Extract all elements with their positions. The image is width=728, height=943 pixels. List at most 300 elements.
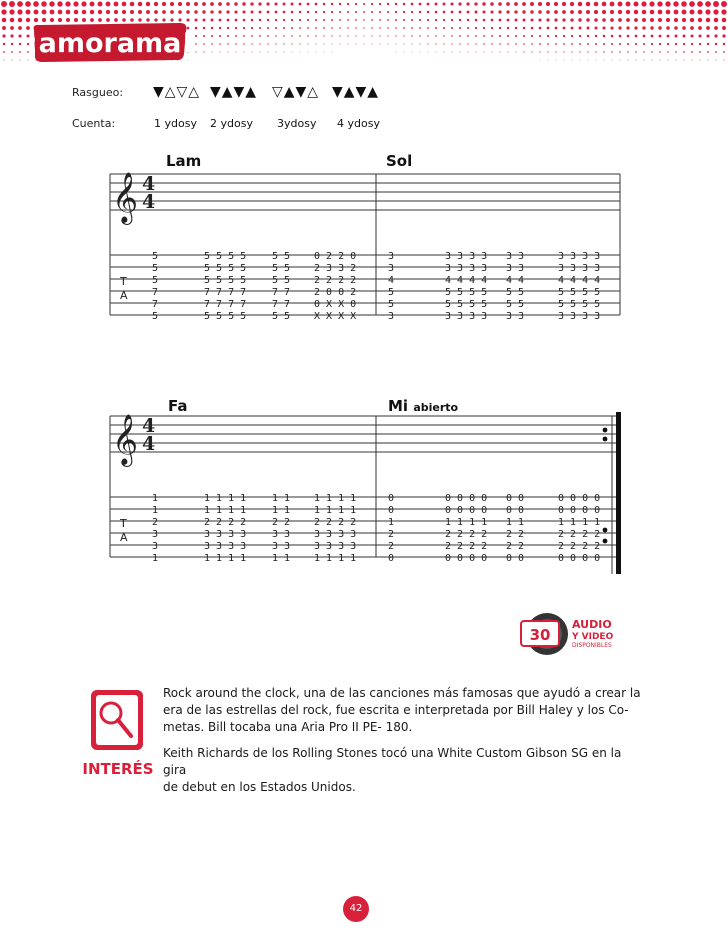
halftone-dot (363, 3, 365, 5)
halftone-dot (705, 1, 711, 7)
halftone-dot (595, 27, 598, 30)
halftone-dot (324, 52, 325, 53)
halftone-dot (626, 18, 630, 22)
halftone-dot (540, 60, 541, 61)
halftone-dot (380, 44, 381, 45)
tab-fret-left: 1 1 1 1 (204, 553, 247, 564)
halftone-dot (547, 51, 548, 52)
halftone-dot (459, 19, 461, 21)
halftone-dot (211, 35, 213, 37)
halftone-dot (563, 43, 565, 45)
halftone-dot (523, 51, 524, 52)
halftone-dot (651, 43, 653, 45)
halftone-dot (538, 18, 541, 21)
halftone-dot (315, 35, 316, 36)
tab-fret-right: 0 0 (506, 505, 525, 516)
halftone-dot (467, 19, 469, 21)
halftone-dot (547, 43, 549, 45)
halftone-dot (578, 18, 581, 21)
halftone-dot (347, 19, 349, 21)
count-1: 1 ydosy (154, 117, 197, 130)
halftone-dot (723, 51, 725, 53)
halftone-dot (266, 2, 269, 5)
halftone-dot (666, 26, 670, 30)
staff-system-2 (100, 402, 630, 591)
tab-fret-right: 5 (388, 287, 395, 298)
halftone-dot (435, 27, 437, 29)
halftone-dot (522, 2, 526, 6)
halftone-dot (474, 2, 477, 5)
halftone-dot (162, 2, 166, 6)
tab-label-a: A (120, 531, 128, 544)
halftone-dot (666, 10, 671, 15)
halftone-dot (618, 26, 621, 29)
halftone-dot (610, 10, 614, 14)
halftone-dot (483, 19, 486, 22)
halftone-dot (315, 19, 317, 21)
halftone-dot (697, 9, 702, 14)
halftone-dot (689, 1, 695, 7)
halftone-dot (307, 3, 310, 6)
halftone-dot (651, 35, 654, 38)
halftone-dot (515, 35, 517, 37)
halftone-dot (643, 35, 646, 38)
halftone-dot (17, 1, 23, 7)
halftone-dot (259, 19, 261, 21)
chord-suffix: abierto (413, 401, 459, 414)
halftone-dot (683, 35, 686, 38)
badge-number: 30 (529, 626, 551, 644)
tab-fret-right: 2 2 (506, 529, 525, 540)
halftone-dot (475, 43, 476, 44)
strum-group-2: ▼▲▼▲ (210, 84, 258, 100)
halftone-dot (675, 43, 677, 45)
magnifier-icon (82, 688, 154, 780)
halftone-dot (636, 60, 637, 61)
halftone-dot (603, 35, 606, 38)
halftone-dot (466, 2, 469, 5)
halftone-dot (427, 35, 428, 36)
time-sig-top: 4 (142, 415, 156, 437)
tab-fret-right: 4 4 (506, 275, 525, 286)
halftone-dot (475, 11, 478, 14)
tab-fret-left: 7 (152, 299, 159, 310)
halftone-dot (650, 18, 654, 22)
halftone-dot (633, 1, 638, 6)
tab-fret-left: 5 (152, 251, 159, 262)
halftone-dot (267, 19, 269, 21)
interest-icon (82, 688, 154, 784)
halftone-dot (627, 43, 629, 45)
halftone-dot (715, 43, 717, 45)
halftone-dot (682, 18, 686, 22)
tab-fret-left: 7 7 (272, 299, 291, 310)
halftone-dot (235, 43, 236, 44)
halftone-dot (411, 43, 412, 44)
tab-fret-left: X X X X (314, 311, 357, 322)
halftone-dot (74, 10, 79, 15)
tab-fret-left: 5 5 (272, 263, 291, 274)
halftone-dot (210, 2, 214, 6)
halftone-dot (698, 34, 701, 37)
halftone-dot (563, 51, 564, 52)
halftone-dot (490, 10, 493, 13)
halftone-dot (673, 1, 678, 6)
halftone-dot (411, 27, 413, 29)
halftone-dot (195, 27, 198, 30)
halftone-dot (443, 11, 446, 14)
halftone-dot (186, 10, 190, 14)
halftone-dot (11, 51, 13, 53)
halftone-dot (138, 10, 142, 14)
halftone-dot (483, 43, 484, 44)
halftone-dot (170, 2, 174, 6)
tab-fret-right: 1 1 (506, 517, 525, 528)
halftone-dot (11, 43, 13, 45)
halftone-dot (452, 52, 453, 53)
halftone-dot (331, 19, 333, 21)
halftone-dot (355, 35, 356, 36)
halftone-dot (619, 35, 622, 38)
badge-line3: DISPONIBLES (572, 642, 612, 649)
halftone-dot (626, 10, 630, 14)
time-sig-top: 4 (142, 173, 156, 195)
halftone-dot (226, 2, 230, 6)
interest-label: INTERÉS (82, 760, 154, 778)
halftone-dot (499, 43, 500, 44)
halftone-dot (531, 27, 534, 30)
halftone-dot (219, 19, 222, 22)
halftone-dot (419, 35, 420, 36)
halftone-dot (554, 18, 557, 21)
halftone-dot (602, 18, 606, 22)
tab-fret-left: 3 3 3 3 (314, 541, 357, 552)
halftone-dot (491, 51, 492, 52)
logo (26, 20, 194, 64)
halftone-dot (258, 2, 261, 5)
halftone-dot (697, 1, 703, 7)
halftone-dot (339, 11, 341, 13)
halftone-dot (178, 2, 182, 6)
halftone-dot (195, 43, 197, 45)
halftone-dot (331, 27, 333, 29)
count-4: 4 ydosy (337, 117, 380, 130)
halftone-dot (523, 27, 525, 29)
paragraph-line: de debut en los Estados Unidos. (163, 780, 356, 794)
halftone-dot (371, 11, 373, 13)
halftone-dot (586, 18, 589, 21)
halftone-dot (66, 10, 71, 15)
halftone-dot (491, 43, 492, 44)
halftone-dot (194, 2, 198, 6)
halftone-dot (610, 2, 615, 7)
halftone-dot (242, 2, 245, 5)
halftone-dot (202, 2, 206, 6)
chord-label: Sol (386, 152, 413, 170)
halftone-dot (420, 52, 421, 53)
halftone-dot (657, 1, 662, 6)
halftone-dot (554, 2, 558, 6)
tab-fret-left: 0 2 2 0 (314, 251, 357, 262)
halftone-dot (219, 51, 220, 52)
halftone-dot (563, 35, 565, 37)
badge-line1: AUDIO (572, 618, 612, 631)
halftone-dot (681, 1, 687, 7)
strum-label: Rasgueo: (72, 86, 124, 99)
halftone-dot (363, 35, 364, 36)
halftone-dot (579, 43, 581, 45)
halftone-dot (587, 51, 588, 52)
halftone-dot (546, 10, 550, 14)
halftone-dot (307, 35, 308, 36)
tab-fret-right: 3 (388, 311, 395, 322)
halftone-dot (611, 43, 613, 45)
halftone-dot (323, 11, 325, 13)
halftone-dot (705, 9, 710, 14)
halftone-dot (546, 18, 549, 21)
halftone-dot (25, 9, 30, 14)
halftone-dot (122, 10, 126, 14)
halftone-dot (649, 1, 654, 6)
halftone-dot (299, 3, 302, 6)
halftone-dot (682, 10, 687, 15)
halftone-dot (9, 1, 15, 7)
tab-fret-right: 2 2 2 2 (558, 541, 601, 552)
tab-fret-right: 2 2 2 2 (445, 529, 488, 540)
halftone-dot (451, 19, 453, 21)
halftone-dot (458, 2, 461, 5)
halftone-dot (387, 3, 389, 5)
halftone-dot (1, 9, 6, 14)
halftone-dot (379, 35, 380, 36)
halftone-dot (323, 35, 324, 36)
halftone-dot (714, 18, 719, 23)
halftone-dot (723, 43, 725, 45)
halftone-dot (618, 2, 623, 7)
halftone-dot (602, 26, 605, 29)
halftone-dot (538, 10, 542, 14)
halftone-dot (18, 26, 22, 30)
halftone-dot (235, 35, 237, 37)
halftone-dot (387, 27, 389, 29)
halftone-dot (323, 43, 324, 44)
halftone-dot (114, 2, 119, 7)
paragraph-line: Keith Richards de los Rolling Stones tocó una White Custom Gibson SG en la gira (163, 746, 622, 777)
halftone-dot (571, 35, 573, 37)
halftone-dot (659, 51, 661, 53)
halftone-dot (331, 3, 333, 5)
halftone-dot (106, 2, 111, 7)
halftone-dot (395, 19, 397, 21)
halftone-dot (42, 10, 47, 15)
halftone-dot (475, 35, 477, 37)
halftone-dot (211, 19, 214, 22)
halftone-dot (250, 2, 253, 5)
halftone-dot (218, 2, 222, 6)
halftone-dot (211, 43, 213, 45)
halftone-dot (363, 11, 365, 13)
halftone-dot (713, 9, 718, 14)
strum-group-1: ▼△▽△ (153, 84, 201, 100)
halftone-dot (195, 51, 196, 52)
halftone-dot (531, 43, 533, 45)
halftone-dot (243, 11, 246, 14)
halftone-dot (475, 19, 478, 22)
halftone-dot (243, 43, 244, 44)
halftone-dot (596, 60, 597, 61)
halftone-dot (235, 51, 236, 52)
halftone-dot (619, 51, 620, 52)
halftone-dot (291, 35, 293, 37)
halftone-dot (331, 43, 332, 44)
tab-fret-left: 3 3 (272, 529, 291, 540)
halftone-dot (419, 27, 421, 29)
halftone-dot (19, 43, 21, 45)
halftone-dot (706, 26, 710, 30)
halftone-dot (642, 18, 646, 22)
halftone-dot (642, 10, 647, 15)
halftone-dot (235, 27, 237, 29)
halftone-dot (674, 10, 679, 15)
halftone-dot (515, 43, 517, 45)
halftone-dot (635, 43, 637, 45)
halftone-dot (715, 51, 717, 53)
halftone-dot (579, 51, 580, 52)
halftone-dot (274, 2, 277, 5)
halftone-dot (388, 44, 389, 45)
halftone-dot (586, 10, 590, 14)
tab-fret-right: 0 0 0 0 (445, 505, 488, 516)
halftone-dot (698, 18, 702, 22)
halftone-dot (49, 1, 54, 6)
halftone-dot (467, 43, 468, 44)
halftone-dot (379, 27, 380, 28)
halftone-dot (459, 27, 461, 29)
halftone-dot (515, 19, 518, 22)
halftone-dot (578, 10, 582, 14)
halftone-dot (18, 34, 21, 37)
halftone-dot (419, 3, 422, 6)
halftone-dot (722, 34, 725, 37)
halftone-dot (34, 10, 39, 15)
halftone-dot (515, 51, 516, 52)
halftone-dot (555, 51, 556, 52)
tab-fret-right: 5 5 (506, 287, 525, 298)
tab-fret-left: 5 5 (272, 251, 291, 262)
tab-fret-right: 1 (388, 517, 395, 528)
halftone-dot (594, 2, 599, 7)
halftone-dot (395, 35, 396, 36)
halftone-dot (627, 51, 628, 52)
tab-fret-left: 0 X X 0 (314, 299, 357, 310)
halftone-dot (707, 59, 708, 60)
tab-fret-left: 1 1 1 1 (204, 493, 247, 504)
tab-fret-right: 3 (388, 251, 395, 262)
halftone-dot (674, 26, 678, 30)
halftone-dot (682, 26, 686, 30)
tab-fret-left: 7 (152, 287, 159, 298)
halftone-dot (299, 11, 301, 13)
halftone-dot (435, 35, 437, 37)
halftone-dot (539, 27, 542, 30)
halftone-dot (572, 60, 573, 61)
halftone-dot (459, 11, 462, 14)
tab-fret-left: 2 2 2 2 (314, 517, 357, 528)
halftone-dot (444, 52, 445, 53)
halftone-dot (666, 18, 670, 22)
halftone-dot (299, 35, 300, 36)
halftone-dot (403, 19, 405, 21)
halftone-dot (10, 34, 13, 37)
halftone-dot (1, 1, 7, 7)
halftone-dot (595, 35, 597, 37)
halftone-dot (395, 43, 396, 44)
tab-fret-left: 2 (152, 517, 159, 528)
halftone-dot (219, 35, 221, 37)
halftone-dot (332, 52, 333, 53)
halftone-dot (195, 19, 198, 22)
halftone-dot (57, 1, 62, 6)
halftone-dot (435, 43, 436, 44)
halftone-dot (594, 18, 598, 22)
tab-fret-left: 1 1 (272, 505, 291, 516)
halftone-dot (419, 11, 421, 13)
halftone-dot (451, 43, 452, 44)
halftone-dot (683, 51, 685, 53)
halftone-dot (507, 27, 509, 29)
tab-fret-right: 0 (388, 553, 395, 564)
tab-fret-right: 0 (388, 493, 395, 504)
tab-fret-left: 3 3 (272, 541, 291, 552)
halftone-dot (618, 18, 622, 22)
tab-fret-right: 5 (388, 299, 395, 310)
halftone-dot (25, 1, 31, 7)
halftone-dot (316, 52, 317, 53)
halftone-dot (699, 43, 701, 45)
tab-fret-left: 2 2 2 2 (204, 517, 247, 528)
halftone-dot (211, 27, 213, 29)
tab-fret-right: 4 4 4 4 (445, 275, 488, 286)
halftone-dot (2, 26, 6, 30)
halftone-dot (665, 1, 670, 6)
halftone-dot (427, 43, 428, 44)
halftone-dot (650, 26, 653, 29)
halftone-dot (626, 2, 631, 7)
halftone-dot (531, 35, 533, 37)
chord-label: Lam (166, 152, 202, 170)
halftone-dot (722, 18, 727, 23)
halftone-dot (634, 10, 638, 14)
halftone-dot (50, 10, 55, 15)
tab-fret-left: 3 (152, 541, 159, 552)
halftone-dot (698, 26, 702, 30)
halftone-dot (459, 43, 460, 44)
halftone-dot (618, 10, 622, 14)
halftone-dot (507, 51, 508, 52)
halftone-dot (73, 1, 78, 6)
halftone-dot (411, 11, 413, 13)
halftone-dot (347, 35, 348, 36)
halftone-dot (539, 43, 541, 45)
halftone-dot (427, 11, 429, 13)
tab-fret-left: 2 0 0 2 (314, 287, 357, 298)
halftone-dot (339, 19, 341, 21)
halftone-dot (675, 51, 677, 53)
halftone-dot (610, 18, 614, 22)
halftone-dot (427, 3, 430, 6)
staff-system-1-graphic (100, 160, 630, 345)
halftone-dot (260, 52, 261, 53)
